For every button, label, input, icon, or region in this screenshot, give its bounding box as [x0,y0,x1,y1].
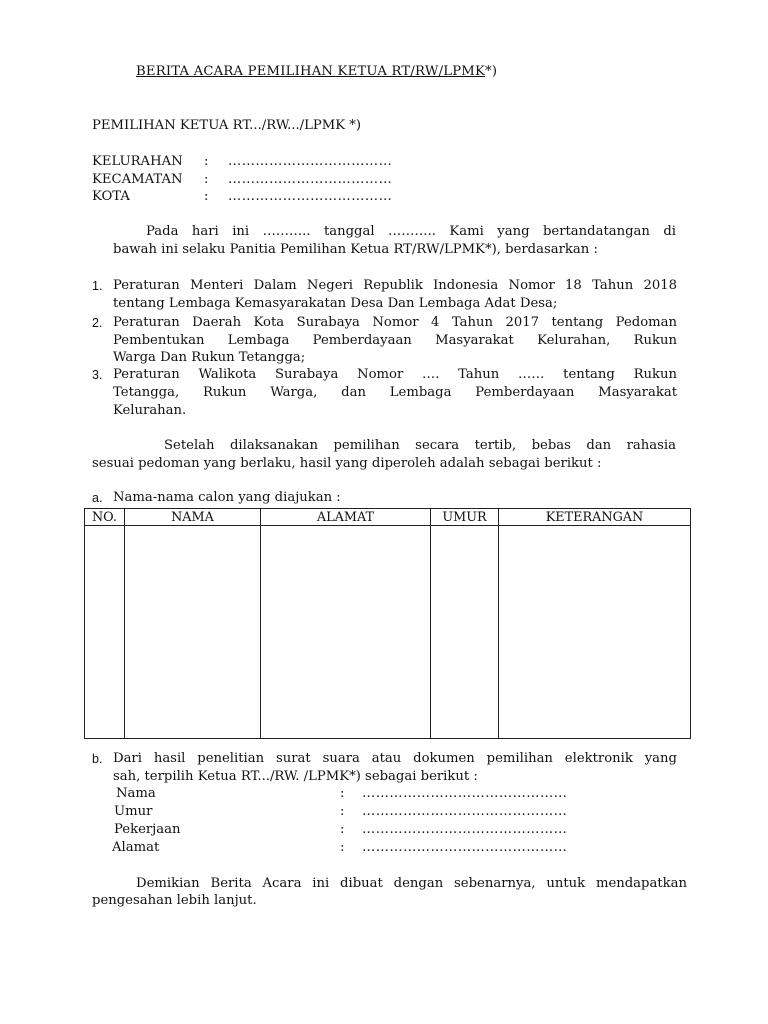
list-item-line: Tetangga, Rukun Warga, dan Lembaga Pemberdayaan Masyarakat [113,385,677,400]
kota-colon: : [204,189,209,204]
list-item-line: Peraturan Walikota Surabaya Nomor …. Tahun …… tentang Rukun [113,367,677,382]
nama-label: Nama [116,786,156,801]
section-b-number: b. [92,752,103,766]
intro-line-2: bawah ini selaku Panitia Pemilihan Ketua RT/RW/LPMK*), berdasarkan : [113,242,598,257]
closing-line-2: pengesahan lebih lanjut. [92,893,257,908]
result-line-2: sesuai pedoman yang berlaku, hasil yang diperoleh adalah sebagai berikut : [92,456,602,471]
pekerjaan-field: ……………………………………… [362,822,568,837]
alamat-field: ……………………………………… [362,840,568,855]
column-header-keterangan: KETERANGAN [499,509,691,526]
closing-line-1: Demikian Berita Acara ini dibuat dengan sebenarnya, untuk mendapatkan [136,876,687,891]
table-header-row [85,509,691,526]
list-item-line: Pembentukan Lembaga Pemberdayaan Masyarakat Kelurahan, Rukun [113,333,677,348]
table-cell-keterangan [499,526,691,739]
kota-field: ……………………………… [228,189,393,204]
nama-field: ……………………………………… [362,786,568,801]
list-item-line: tentang Lembaga Kemasyarakatan Desa Dan Lembaga Adat Desa; [113,296,558,311]
table-cell-no [85,526,125,739]
column-header-umur: UMUR [431,509,499,526]
list-item-line: Warga Dan Rukun Tetangga; [113,350,306,365]
list-number: 2. [92,316,103,330]
candidates-table [84,508,691,739]
section-b-line-2: sah, terpilih Ketua RT.../RW. /LPMK*) sebagai berikut : [113,769,478,784]
document-title: BERITA ACARA PEMILIHAN KETUA RT/RW/LPMK*) [136,64,498,79]
column-header-no: NO. [85,509,125,526]
nama-colon: : [340,786,345,801]
umur-field: ……………………………………… [362,804,568,819]
result-line-1: Setelah dilaksanakan pemilihan secara tertib, bebas dan rahasia [164,438,676,453]
pekerjaan-label: Pekerjaan [114,822,181,837]
kelurahan-colon: : [204,154,209,169]
column-header-alamat: ALAMAT [261,509,431,526]
table-cell-umur [431,526,499,739]
column-header-nama: NAMA [125,509,261,526]
kecamatan-colon: : [204,172,209,187]
list-number: 3. [92,368,103,382]
alamat-label: Alamat [112,840,160,855]
table-row [85,526,691,739]
list-item-line: Kelurahan. [113,403,187,418]
election-subtitle: PEMILIHAN KETUA RT.../RW.../LPMK *) [92,118,362,133]
kota-label: KOTA [92,189,130,204]
kelurahan-label: KELURAHAN [92,154,183,169]
section-a-number: a. [92,491,103,505]
alamat-colon: : [340,840,345,855]
umur-label: Umur [114,804,153,819]
kelurahan-field: ……………………………… [228,154,393,169]
intro-line-1: Pada hari ini ……….. tanggal ……….. Kami yang bertandatangan di [146,224,676,239]
kecamatan-field: ……………………………… [228,172,393,187]
list-number: 1. [92,279,103,293]
list-item-line: Peraturan Daerah Kota Surabaya Nomor 4 Tahun 2017 tentang Pedoman [113,315,677,330]
table-cell-alamat [261,526,431,739]
table-cell-nama [125,526,261,739]
list-item-line: Peraturan Menteri Dalam Negeri Republik Indonesia Nomor 18 Tahun 2018 [113,278,677,293]
kecamatan-label: KECAMATAN [92,172,183,187]
section-a-label: Nama-nama calon yang diajukan : [113,490,341,505]
section-b-line-1: Dari hasil penelitian surat suara atau dokumen pemilihan elektronik yang [113,751,677,766]
pekerjaan-colon: : [340,822,345,837]
umur-colon: : [340,804,345,819]
